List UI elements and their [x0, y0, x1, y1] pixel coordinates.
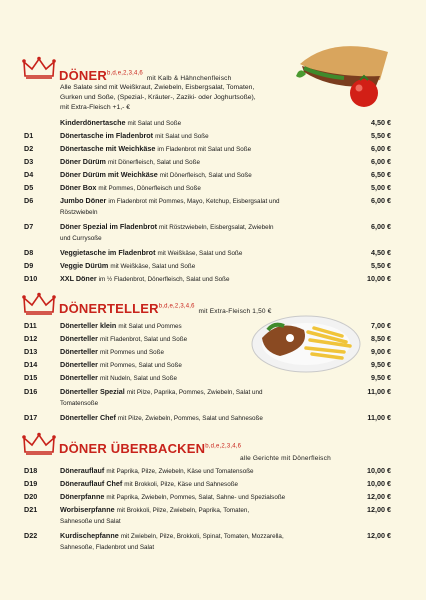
crown-icon	[22, 56, 56, 80]
item-price: 10,00 €	[367, 466, 391, 475]
item-code: D12	[24, 334, 38, 343]
item-code: D3	[24, 157, 34, 166]
item-name: Veggie Dürüm mit Weißkäse, Salat und Soße	[60, 261, 196, 270]
menu-item	[0, 143, 426, 155]
item-code: D5	[24, 183, 34, 192]
item-code: D18	[24, 466, 38, 475]
item-code: D16	[24, 387, 38, 396]
item-name: Dönerteller mit Pommes und Soße	[60, 347, 164, 356]
item-price: 11,00 €	[367, 387, 391, 396]
item-code: D13	[24, 347, 38, 356]
item-desc-cont: Röstzwiebeln	[60, 209, 98, 216]
item-name: Döner Dürüm mit Weichkäse mit Dönerfleisch, Salat und Soße	[60, 170, 252, 179]
item-name: Dönerteller mit Nudeln, Salat und Soße	[60, 373, 177, 382]
item-code: D10	[24, 274, 38, 283]
item-name: Döner Dürüm mit Dönerfleisch, Salat und Soße	[60, 157, 200, 166]
item-code: D20	[24, 492, 38, 501]
item-name: Dönerteller Spezial mit Pilze, Paprika, Pommes, Zwiebeln, Salat und	[60, 387, 263, 396]
item-name: Dönerteller mit Pommes, Salat und Soße	[60, 360, 182, 369]
item-name: Worbiserpfanne mit Brokkoli, Pilze, Zwiebeln, Paprika, Tomaten,	[60, 505, 250, 514]
item-price: 4,50 €	[371, 248, 391, 257]
item-price: 6,00 €	[371, 222, 391, 231]
item-name: Döner Spezial im Fladenbrot mit Röstzwiebeln, Eisbergsalat, Zwiebeln	[60, 222, 274, 231]
section-title-doner: DÖNER$^{b,d,e,2,3,4,6}$ mit Kalb & Hähnchenfleisch	[59, 68, 232, 83]
menu-item	[0, 130, 426, 142]
item-price: 12,00 €	[367, 505, 391, 514]
item-code: D1	[24, 131, 34, 140]
item-name: Jumbo Döner im Fladenbrot mit Pommes, Mayo, Ketchup, Eisbergsalat und	[60, 196, 280, 205]
menu-item	[0, 412, 426, 424]
item-name: Kinderdönertasche mit Salat und Soße	[60, 118, 182, 127]
menu-item	[0, 260, 426, 272]
note-line: Gurken und Soße, (Spezial-, Kräuter-, Zaziki- oder Joghurtsoße),	[60, 94, 256, 101]
item-code: D6	[24, 196, 34, 205]
item-price: 7,00 €	[371, 321, 391, 330]
menu-item	[0, 169, 426, 181]
menu-item	[0, 247, 426, 259]
item-price: 5,50 €	[371, 131, 391, 140]
note-line: mit Extra-Fleisch +1,- €	[60, 104, 131, 111]
item-name: Dönerteller mit Fladenbrot, Salat und Soße	[60, 334, 188, 343]
menu-item	[0, 478, 426, 490]
item-price: 6,00 €	[371, 196, 391, 205]
item-price: 9,50 €	[371, 360, 391, 369]
item-desc-cont: Tomatensoße	[60, 400, 99, 407]
menu-item	[0, 156, 426, 168]
note-line: Alle Salate sind mit Weißkraut, Zwiebeln, Eisbergsalat, Tomaten,	[60, 84, 255, 91]
menu-item	[0, 359, 426, 371]
item-name: Dönertasche mit Weichkäse im Fladenbrot mit Salat und Soße	[60, 144, 252, 153]
menu-item	[0, 386, 426, 407]
item-price: 9,00 €	[371, 347, 391, 356]
item-price: 12,00 €	[367, 531, 391, 540]
item-price: 4,50 €	[371, 118, 391, 127]
item-desc-cont: Sahnesoße und Salat	[60, 518, 121, 525]
item-code: D15	[24, 373, 38, 382]
crown-icon	[22, 292, 56, 316]
item-name: Kurdischepfanne mit Zwiebeln, Pilze, Brokkoli, Spinat, Tomaten, Mozzarella,	[60, 531, 284, 540]
menu-item	[0, 372, 426, 384]
item-desc-cont: und Currysoße	[60, 235, 102, 242]
item-code: D17	[24, 413, 38, 422]
item-code: D22	[24, 531, 38, 540]
item-price: 6,00 €	[371, 144, 391, 153]
item-code: D2	[24, 144, 34, 153]
item-code: D4	[24, 170, 34, 179]
menu-item	[0, 333, 426, 345]
item-price: 10,00 €	[367, 479, 391, 488]
item-name: Dönerauflauf mit Paprika, Pilze, Zwiebeln, Käse und Tomatensoße	[60, 466, 254, 475]
section-subtitle-ueberbacken: alle Gerichte mit Dönerfleisch	[240, 455, 331, 462]
item-price: 9,50 €	[371, 373, 391, 382]
menu-item	[0, 491, 426, 503]
item-price: 10,00 €	[367, 274, 391, 283]
item-price: 11,00 €	[367, 413, 391, 422]
item-name: Dönerteller Chef mit Pilze, Zwiebeln, Pommes, Salat und Sahnesoße	[60, 413, 263, 422]
menu-item	[0, 182, 426, 194]
item-code: D8	[24, 248, 34, 257]
menu-item	[0, 530, 426, 551]
item-code: D14	[24, 360, 38, 369]
item-code: D11	[24, 321, 37, 330]
item-name: Döner Box mit Pommes, Dönerfleisch und Soße	[60, 183, 201, 192]
item-price: 6,00 €	[371, 157, 391, 166]
menu-item	[0, 504, 426, 525]
item-name: Dönerauflauf Chef mit Brokkoli, Pilze, Käse und Sahnesoße	[60, 479, 239, 488]
menu-item	[0, 117, 426, 129]
section-title-ueberbacken: DÖNER ÜBERBACKEN$^{b,d,e,2,3,4,6}$	[59, 441, 242, 456]
menu-item	[0, 346, 426, 358]
item-name: Dönerteller klein mit Salat und Pommes	[60, 321, 182, 330]
menu-item	[0, 221, 426, 242]
menu-item	[0, 320, 426, 332]
item-price: 12,00 €	[367, 492, 391, 501]
item-code: D19	[24, 479, 38, 488]
item-name: Dönerpfanne mit Paprika, Zwiebeln, Pommes, Salat, Sahne- und Spezialsoße	[60, 492, 286, 501]
menu-item	[0, 273, 426, 285]
menu-item	[0, 195, 426, 216]
section-title-teller: DÖNERTELLER$^{b,d,e,2,3,4,6}$ mit Extra-Fleisch 1,50 €	[59, 301, 272, 316]
item-code: D21	[24, 505, 38, 514]
item-price: 5,50 €	[371, 261, 391, 270]
item-name: Dönertasche im Fladenbrot mit Salat und Soße	[60, 131, 209, 140]
item-price: 8,50 €	[371, 334, 391, 343]
item-price: 5,00 €	[371, 183, 391, 192]
item-name: XXL Döner im ½ Fladenbrot, Dönerfleisch, Salat und Soße	[60, 274, 230, 283]
item-code: D7	[24, 222, 34, 231]
item-name: Veggietasche im Fladenbrot mit Weißkäse, Salat und Soße	[60, 248, 243, 257]
item-desc-cont: Sahnesoße, Fladenbrot und Salat	[60, 544, 155, 551]
item-code: D9	[24, 261, 34, 270]
item-price: 6,50 €	[371, 170, 391, 179]
menu-item	[0, 465, 426, 477]
crown-icon	[22, 432, 56, 456]
